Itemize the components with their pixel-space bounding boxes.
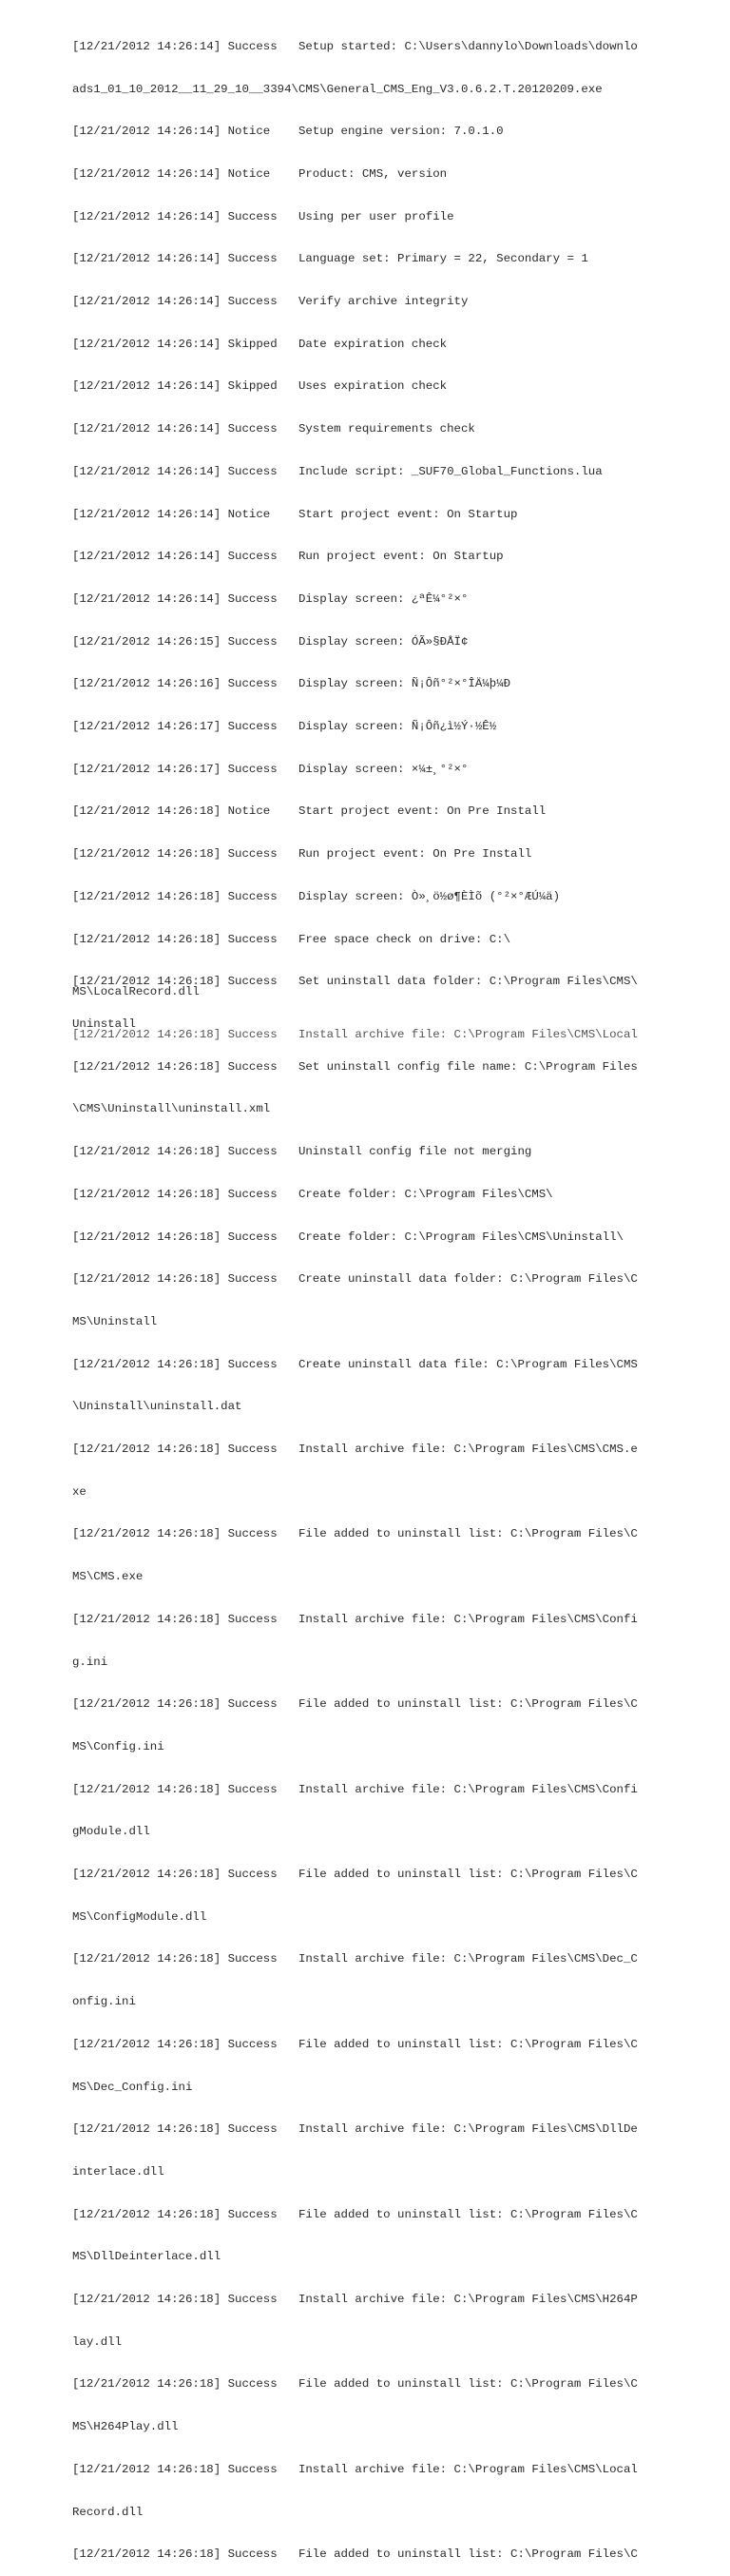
log-line: [12/21/2012 14:26:14] Success Using per user profile: [72, 209, 454, 223]
log-line: MS\H264Play.dll: [72, 2420, 179, 2434]
log-line: MS\Config.ini: [72, 1739, 164, 1753]
log-line: [12/21/2012 14:26:16] Success Display screen: Ñ¡Ôñ°²×°ÎÄ¼þ¼Ð: [72, 677, 511, 691]
log-line: [12/21/2012 14:26:18] Success Create uninstall data folder: C:\Program Files\C: [72, 1272, 638, 1287]
log-line: [12/21/2012 14:26:14] Success Language set: Primary = 22, Secondary = 1: [72, 252, 588, 266]
log-line: [12/21/2012 14:26:18] Success File added to uninstall list: C:\Program Files\C: [72, 2547, 638, 2562]
log-line: [12/21/2012 14:26:14] Success Display screen: ¿ªÊ¼°²×°: [72, 591, 469, 606]
log-line: \Uninstall\uninstall.dat: [72, 1400, 242, 1414]
log-line: [12/21/2012 14:26:14] Success Setup started: C:\Users\dannylo\Downloads\downlo: [72, 39, 638, 53]
log-line: lay.dll: [72, 2334, 123, 2349]
log-line: [12/21/2012 14:26:18] Notice Start project event: On Pre Install: [72, 804, 547, 819]
log-line: Record.dll: [72, 2505, 144, 2519]
log-line: [12/21/2012 14:26:18] Success Run project event: On Pre Install: [72, 847, 532, 862]
log-line: [12/21/2012 14:26:18] Success Create uninstall data file: C:\Program Files\CMS: [72, 1357, 638, 1371]
log-line: [12/21/2012 14:26:18] Success File added to uninstall list: C:\Program Files\C: [72, 1697, 638, 1712]
log-line: Uninstall: [72, 1017, 136, 1031]
log-line: [12/21/2012 14:26:18] Success File added to uninstall list: C:\Program Files\C: [72, 2207, 638, 2221]
log-line: ads1_01_10_2012__11_29_10__3394\CMS\General_CMS_Eng_V3.0.6.2.T.20120209.exe: [72, 82, 603, 96]
log-line: [12/21/2012 14:26:17] Success Display screen: Ñ¡Ôñ¿ì½Ý·½Ê½: [72, 720, 497, 734]
log-line: [12/21/2012 14:26:18] Success Set uninstall config file name: C:\Program Files: [72, 1059, 638, 1074]
log-line: [12/21/2012 14:26:14] Skipped Date expiration check: [72, 337, 448, 351]
log-line: [12/21/2012 14:26:18] Success File added to uninstall list: C:\Program Files\C: [72, 1527, 638, 1541]
log-line: \CMS\Uninstall\uninstall.xml: [72, 1102, 271, 1116]
log-line: [12/21/2012 14:26:14] Success System requirements check: [72, 422, 475, 436]
log-line: [12/21/2012 14:26:18] Success Install archive file: C:\Program Files\CMS\CMS.e: [72, 1443, 638, 1457]
log-line: MS\LocalRecord.dll: [72, 984, 200, 998]
log-line: [12/21/2012 14:26:18] Success Create folder: C:\Program Files\CMS\: [72, 1187, 553, 1201]
log-line: [12/21/2012 14:26:18] Success Install archive file: C:\Program Files\CMS\Confi: [72, 1782, 638, 1796]
log-line: [12/21/2012 14:26:14] Success Run project event: On Startup: [72, 550, 504, 564]
log-line: [12/21/2012 14:26:18] Success Install archive file: C:\Program Files\CMS\DllDe: [72, 2122, 638, 2137]
log-line: onfig.ini: [72, 1995, 136, 2009]
log-line: [12/21/2012 14:26:18] Success Install archive file: C:\Program Files\CMS\Confi: [72, 1612, 638, 1626]
log-document: [72, 11, 643, 2576]
log-line: MS\ConfigModule.dll: [72, 1909, 207, 1924]
log-line: [12/21/2012 14:26:14] Notice Product: CMS, version: [72, 166, 448, 181]
log-line: interlace.dll: [72, 2164, 164, 2179]
log-line: [12/21/2012 14:26:15] Success Display screen: ÓÃ»§ÐÅÏ¢: [72, 634, 469, 649]
log-line: [12/21/2012 14:26:14] Skipped Uses expiration check: [72, 379, 448, 394]
log-line: MS\CMS.exe: [72, 1570, 144, 1584]
log-line: [12/21/2012 14:26:14] Success Include script: _SUF70_Global_Functions.lua: [72, 464, 603, 478]
log-line: [12/21/2012 14:26:14] Success Verify archive integrity: [72, 295, 469, 309]
log-line: MS\Uninstall: [72, 1314, 158, 1328]
log-line: MS\DllDeinterlace.dll: [72, 2250, 221, 2264]
log-line: [12/21/2012 14:26:18] Success File added to uninstall list: C:\Program Files\C: [72, 2037, 638, 2051]
log-page-continuation: [72, 957, 638, 1046]
log-line: [12/21/2012 14:26:18] Success Set uninstall data folder: C:\Program Files\CMS\: [72, 975, 638, 989]
log-line-cutoff: [12/21/2012 14:26:18] Success Install archive file: C:\Program Files\CMS\Local: [72, 1027, 638, 1041]
log-line: [12/21/2012 14:26:18] Success Display screen: Ò»¸ö½ø¶ÈÌõ (°²×°ÆÚ¼ä): [72, 889, 561, 903]
log-line: [12/21/2012 14:26:18] Success Uninstall config file not merging: [72, 1145, 532, 1159]
log-line: [12/21/2012 14:26:14] Notice Start project event: On Startup: [72, 507, 518, 521]
log-line: xe: [72, 1484, 86, 1499]
log-line: [12/21/2012 14:26:18] Success File added to uninstall list: C:\Program Files\C: [72, 1868, 638, 1882]
log-line: [12/21/2012 14:26:18] Success Free space check on drive: C:\: [72, 932, 511, 946]
log-line: [12/21/2012 14:26:18] Success Install archive file: C:\Program Files\CMS\Local: [72, 2462, 638, 2476]
log-line: [12/21/2012 14:26:18] Success Install archive file: C:\Program Files\CMS\Dec_C: [72, 1952, 638, 1966]
log-line: [12/21/2012 14:26:14] Notice Setup engine version: 7.0.1.0: [72, 125, 504, 139]
log-line: [12/21/2012 14:26:18] Success File added to uninstall list: C:\Program Files\C: [72, 2377, 638, 2392]
log-line: [12/21/2012 14:26:18] Success Create folder: C:\Program Files\CMS\Uninstall\: [72, 1230, 624, 1244]
log-line: [12/21/2012 14:26:17] Success Display screen: ×¼±¸°²×°: [72, 762, 469, 776]
log-line: g.ini: [72, 1655, 108, 1669]
log-line: gModule.dll: [72, 1825, 150, 1839]
log-line: MS\Dec_Config.ini: [72, 2080, 193, 2094]
log-line: [12/21/2012 14:26:18] Success Install archive file: C:\Program Files\CMS\H264P: [72, 2293, 638, 2307]
